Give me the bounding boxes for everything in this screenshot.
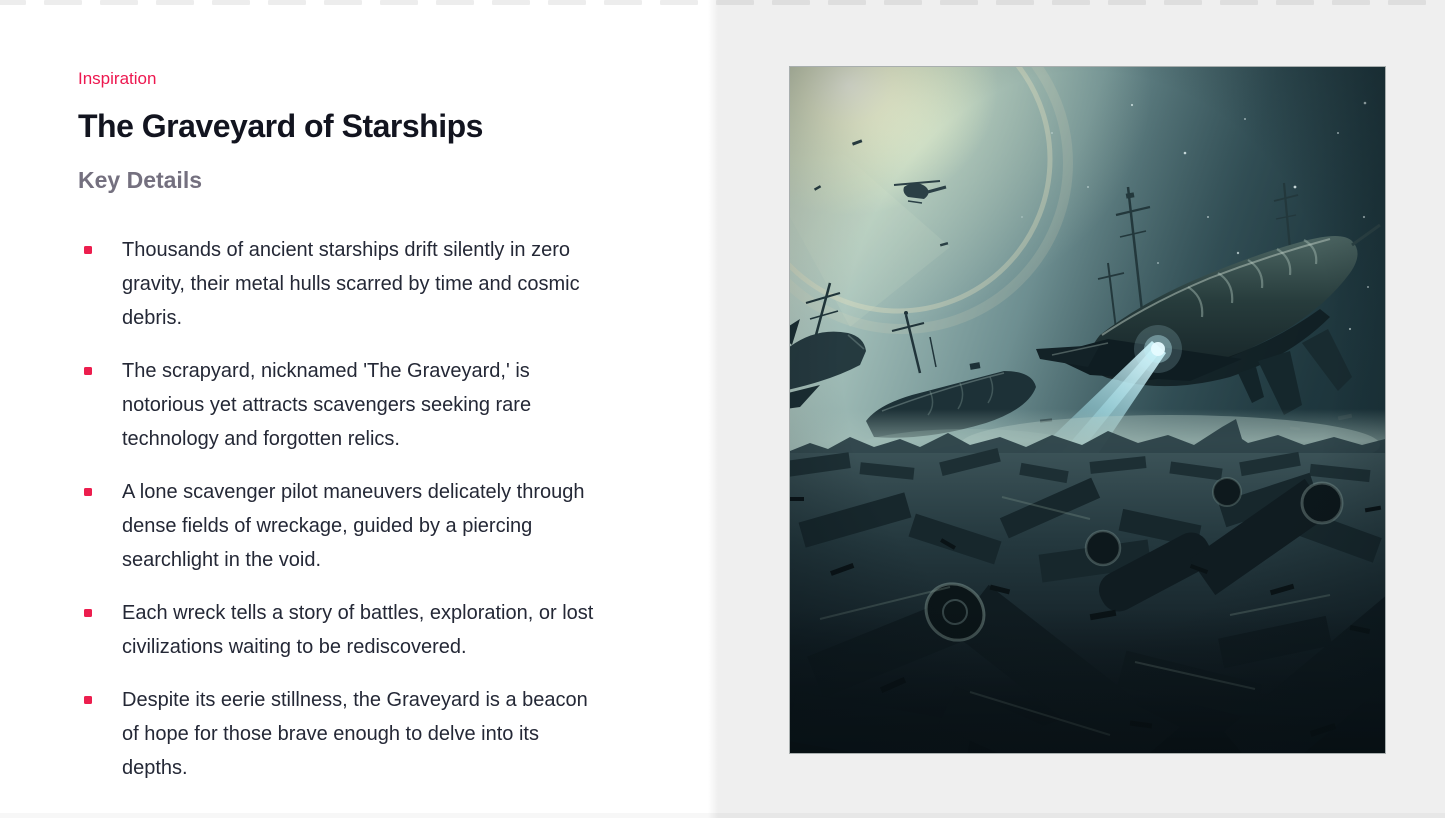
slide-progress-dash[interactable] bbox=[1276, 0, 1314, 5]
slide-progress-dash[interactable] bbox=[940, 0, 978, 5]
bullet-marker bbox=[84, 488, 92, 496]
starship-graveyard-illustration[interactable] bbox=[789, 66, 1386, 754]
slide-progress-dash[interactable] bbox=[380, 0, 418, 5]
bullet-marker bbox=[84, 246, 92, 254]
list-item-text: A lone scavenger pilot maneuvers delicately through dense fields of wreckage, guided by a piercing searchlight in the void. bbox=[122, 481, 585, 571]
next-card-edge bbox=[0, 813, 1445, 818]
slide-progress-dash[interactable] bbox=[1220, 0, 1258, 5]
content-panel bbox=[78, 0, 653, 804]
slide-progress-dash[interactable] bbox=[548, 0, 586, 5]
key-details-list bbox=[78, 233, 600, 785]
slide-progress-dash[interactable] bbox=[996, 0, 1034, 5]
slide-progress-dash[interactable] bbox=[324, 0, 362, 5]
slide-progress-dash[interactable] bbox=[604, 0, 642, 5]
list-item bbox=[78, 596, 600, 664]
slide-progress-dash[interactable] bbox=[660, 0, 698, 5]
slide-progress-dash[interactable] bbox=[1388, 0, 1426, 5]
vignette bbox=[790, 67, 1385, 753]
slide-progress-dash[interactable] bbox=[156, 0, 194, 5]
slide-progress-dash[interactable] bbox=[268, 0, 306, 5]
slide-progress-dash[interactable] bbox=[100, 0, 138, 5]
list-item-text: Despite its eerie stillness, the Graveyard is a beacon of hope for those brave enough to delve into its depths. bbox=[122, 689, 588, 779]
slide-progress-dash[interactable] bbox=[1052, 0, 1090, 5]
slide-progress-dash[interactable] bbox=[492, 0, 530, 5]
list-item-text: The scrapyard, nicknamed 'The Graveyard,' is notorious yet attracts scavengers seeking rare technology and forgotten relics. bbox=[122, 360, 532, 450]
slide-progress-dash[interactable] bbox=[884, 0, 922, 5]
list-item-text: Each wreck tells a story of battles, exploration, or lost civilizations waiting to be rediscovered. bbox=[122, 602, 594, 658]
bullet-marker bbox=[84, 609, 92, 617]
image-panel bbox=[718, 0, 1445, 818]
list-item bbox=[78, 233, 600, 335]
slide-progress-strip bbox=[0, 0, 1426, 5]
slide-progress-dash[interactable] bbox=[716, 0, 754, 5]
page-title: The Graveyard of Starships bbox=[78, 108, 483, 144]
bullet-marker bbox=[84, 367, 92, 375]
list-item bbox=[78, 683, 600, 785]
slide-progress-dash[interactable] bbox=[0, 0, 26, 5]
slide-progress-dash[interactable] bbox=[212, 0, 250, 5]
slide-progress-dash[interactable] bbox=[1164, 0, 1202, 5]
list-item bbox=[78, 354, 600, 456]
kicker-label: Inspiration bbox=[78, 69, 157, 88]
slide-progress-dash[interactable] bbox=[1108, 0, 1146, 5]
panel-edge-fade bbox=[708, 0, 718, 818]
slide-progress-dash[interactable] bbox=[44, 0, 82, 5]
slide-progress-dash[interactable] bbox=[1332, 0, 1370, 5]
slide-progress-dash[interactable] bbox=[772, 0, 810, 5]
slide-progress-dash[interactable] bbox=[436, 0, 474, 5]
slide-progress-dash[interactable] bbox=[828, 0, 866, 5]
list-item bbox=[78, 475, 600, 577]
section-subtitle: Key Details bbox=[78, 167, 203, 193]
bullet-marker bbox=[84, 696, 92, 704]
list-item-text: Thousands of ancient starships drift silently in zero gravity, their metal hulls scarred by time and cosmic debris. bbox=[122, 239, 580, 329]
